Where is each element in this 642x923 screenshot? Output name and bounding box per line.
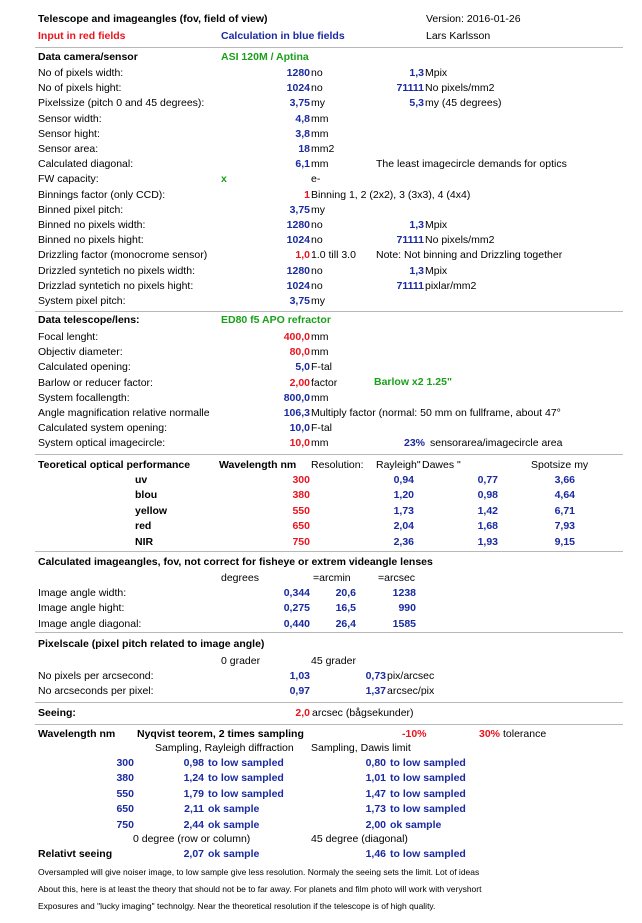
nyquist-sub-0-degree: 0 degree (row or column) [133,833,251,845]
nyquist-row-rayleigh-value: 2,11 [184,803,204,816]
optical-row-name: yellow [135,504,168,517]
nyquist-row-rayleigh-status: to low sampled [208,757,284,769]
telescope-row-label: Angle magnification relative normalle [38,407,210,419]
camera-row-label: FW capacity: [38,173,99,186]
optical-row-wavelength[interactable]: 380 [292,489,310,502]
camera-row-label: Binnings factor (only CCD): [38,188,166,201]
camera-row-unit: mm2 [311,143,335,155]
pixelscale-row-label: No pixels per arcsecond: [38,670,154,682]
camera-row-value: 3,75 [289,203,310,216]
camera-row-unit: no [311,264,323,277]
input-hint: Input in red fields [38,30,126,42]
camera-row-value: 1024 [286,234,310,247]
camera-row-secondary-unit: my (45 degrees) [425,97,502,110]
pixelscale-col-45: 45 grader [311,655,356,667]
telescope-row-unit: F-tal [311,422,332,435]
relative-seeing-label: Relativt seeing [38,848,113,860]
camera-row-unit: my [311,97,325,110]
camera-row-unit: no [311,67,323,79]
relative-seeing-value-45: 1,46 [365,848,386,860]
camera-row-unit: no [311,279,323,292]
telescope-row-unit: Multiply factor (normal: 50 mm on fullframe, about 47° [311,407,561,419]
telescope-row-label: Focal lenght: [38,331,99,343]
seeing-unit: arcsec (bågsekunder) [312,707,414,719]
camera-row-label: Drizzling factor (monocrome sensor) [38,249,208,262]
telescope-row-label: Objectiv diameter: [38,346,123,359]
imageangles-row-label: Image angle diagonal: [38,617,142,630]
imageangles-col-arcsec: =arcsec [378,572,416,584]
camera-row-label: Sensor hight: [38,127,100,140]
optical-row-spotsize: 3,66 [554,474,575,486]
camera-row-unit: my [311,295,325,307]
camera-row-value: x [221,173,227,186]
telescope-row-value: 106,3 [283,407,310,419]
camera-row-secondary-unit: Note: Not binning and Drizzling together [376,249,563,262]
note-line: About this, here is at least the theory that should not be to far away. For planets and film photo will work with veryshort [38,884,482,894]
camera-row-value: 3,75 [289,295,310,307]
camera-row-label: Drizzled syntetich no pixels width: [38,264,195,277]
nyquist-row-rayleigh-value: 1,24 [183,772,204,785]
nyquist-row-wavelength: 300 [116,757,134,769]
camera-row-value[interactable]: 1,0 [295,249,310,262]
camera-row-secondary-value: 71111 [396,234,424,247]
optical-row-wavelength[interactable]: 750 [292,535,310,548]
camera-row-value[interactable]: 1 [304,188,310,201]
camera-row-secondary-unit: Mpix [425,67,448,79]
telescope-row-unit: F-tal [311,361,332,374]
divider [35,454,623,455]
pixelscale-row-45-degree: 1,37 [365,685,386,698]
telescope-row-value[interactable]: 10,0 [289,437,310,450]
telescope-row-unit: mm [311,346,329,359]
telescope-row-label: Calculated system opening: [38,422,167,435]
nyquist-negative-tolerance[interactable]: -10% [402,728,427,740]
divider [35,551,623,552]
camera-row-secondary-unit: The least imagecircle demands for optics [376,158,567,171]
optical-section-title: Teoretical optical performance [38,459,191,471]
camera-row-label: Pixelssize (pitch 0 and 45 degrees): [38,97,205,110]
optical-row-rayleigh: 2,36 [393,535,414,548]
optical-row-wavelength[interactable]: 650 [292,520,310,533]
camera-row-unit: Binning 1, 2 (2x2), 3 (3x3), 4 (4x4) [311,188,471,201]
telescope-row-unit: mm [311,437,329,450]
camera-row-label: Binned no pixels width: [38,219,146,231]
camera-row-unit: mm [311,158,329,171]
telescope-row-label: System focallength: [38,391,130,404]
optical-row-dawes: 1,68 [477,520,498,533]
camera-row-label: Binned no pixels hight: [38,234,144,247]
nyquist-row-rayleigh-value: 0,98 [183,757,204,769]
camera-row-label: System pixel pitch: [38,295,126,307]
nyquist-col-wavelength: Wavelength nm [38,728,116,740]
optical-col-rayleigh: Rayleigh" [376,459,421,471]
relative-seeing-text-0: ok sample [208,848,260,860]
imageangles-row-label: Image angle width: [38,587,127,599]
nyquist-title: Nyqvist teorem, 2 times sampling [137,728,304,740]
optical-row-spotsize: 7,93 [554,520,575,533]
telescope-row-value[interactable]: 80,0 [289,346,310,359]
nyquist-row-dawes-value: 1,01 [365,772,386,785]
pixelscale-row-unit: pix/arcsec [387,670,435,682]
camera-row-unit: no [311,219,323,231]
nyquist-tolerance-label: tolerance [503,728,547,740]
optical-row-spotsize: 6,71 [554,504,575,517]
optical-col-resolution: Resolution: [311,459,364,471]
camera-row-value: 1024 [286,82,310,95]
relative-seeing-value-0: 2,07 [183,848,204,860]
camera-row-value: 4,8 [295,112,310,125]
camera-row-secondary-value: 1,3 [409,67,424,79]
camera-row-unit: no [311,82,323,95]
camera-row-unit: 1.0 till 3.0 [311,249,356,262]
version-label: Version: 2016-01-26 [426,13,521,25]
nyquist-row-rayleigh-value: 1,79 [183,787,204,800]
nyquist-row-dawes-value: 0,80 [365,757,386,769]
nyquist-row-rayleigh-value: 2,44 [183,818,204,831]
camera-row-label: Sensor width: [38,112,102,125]
nyquist-sub-rayleigh: Sampling, Rayleigh diffraction [155,742,294,754]
imageangles-row-arcmin: 16,5 [335,602,356,615]
camera-row-secondary-value: 1,3 [409,219,424,231]
nyquist-row-dawes-status: to low sampled [390,787,466,800]
imageangles-row-arcsec: 1585 [392,617,416,630]
camera-row-value: 1280 [286,219,310,231]
nyquist-sub-45-degree: 45 degree (diagonal) [311,833,408,845]
imageangles-row-arcmin: 26,4 [335,617,356,630]
telescope-model: ED80 f5 APO refractor [221,314,331,326]
imageangles-row-arcsec: 1238 [392,587,416,599]
imageangles-row-degrees: 0,440 [283,617,310,630]
author-label: Lars Karlsson [426,30,491,42]
telescope-row-value: 5,0 [295,361,310,374]
camera-row-value: 3,8 [295,127,310,140]
imageangles-row-degrees: 0,275 [283,602,310,615]
telescope-row-unit: mm [311,391,329,404]
optical-row-name: uv [135,474,148,486]
nyquist-row-rayleigh-status: ok sample [208,803,260,816]
nyquist-row-dawes-status: to low sampled [390,772,466,785]
camera-row-value: 1024 [286,279,310,292]
imageangles-col-degrees: degrees [221,572,259,584]
camera-model: ASI 120M / Aptina [221,51,309,63]
area-label: sensorarea/imagecircle area [430,437,563,449]
camera-row-label: Sensor area: [38,143,99,155]
optical-row-name: blou [135,489,158,502]
pixelscale-section-title: Pixelscale (pixel pitch related to image angle) [38,638,265,650]
optical-row-name: NIR [135,535,154,548]
camera-row-secondary-value: 1,3 [409,264,424,277]
divider [35,311,623,312]
camera-row-label: Binned pixel pitch: [38,203,124,216]
telescope-row-value[interactable]: 400,0 [283,331,310,343]
divider [35,47,623,48]
optical-row-wavelength[interactable]: 550 [292,504,310,517]
imageangles-row-arcsec: 990 [398,602,416,615]
camera-row-secondary-unit: No pixels/mm2 [425,82,495,95]
note-line: Exposures and "lucky imaging" technolgy. Near the theoretical resolution if the telescope is of high quality. [38,901,436,911]
camera-row-secondary-value: 5,3 [409,97,424,110]
telescope-row-unit: mm [311,331,329,343]
optical-col-wavelength: Wavelength nm [219,459,297,471]
telescope-row-unit: factor [311,376,338,389]
nyquist-sub-dawes: Sampling, Dawis limit [311,742,411,754]
pixelscale-row-0-degree: 1,03 [289,670,310,682]
camera-row-label: Calculated diagonal: [38,158,134,171]
optical-row-spotsize: 4,64 [554,489,575,502]
camera-row-value: 1280 [286,67,310,79]
optical-row-dawes: 0,77 [477,474,498,486]
telescope-row-label: Barlow or reducer factor: [38,376,153,389]
page-title: Telescope and imageangles (fov, field of view) [38,13,268,25]
relative-seeing-text-45: to low sampled [390,848,466,860]
nyquist-row-dawes-status: to low sampled [390,757,466,769]
note-line: Oversampled will give noiser image, to low sample give less resolution. Normaly the seeing sets the limit. Lot of ideas [38,867,480,877]
optical-col-dawes: Dawes " [422,459,461,471]
camera-row-unit: mm [311,112,329,125]
area-percent: 23% [404,437,426,449]
telescope-row-value[interactable]: 2,00 [289,376,310,389]
camera-row-unit: e- [311,173,321,186]
camera-row-secondary-value: 71111 [396,279,424,292]
seeing-value[interactable]: 2,0 [295,707,310,719]
telescope-row-label: System optical imagecircle: [38,437,166,450]
telescope-row-label: Calculated opening: [38,361,131,374]
optical-row-dawes: 1,93 [477,535,498,548]
nyquist-row-dawes-value: 1,47 [365,787,386,800]
imageangles-section-title: Calculated imageangles, fov, not correct for fisheye or extrem videangle lenses [38,556,433,568]
nyquist-row-wavelength: 750 [116,818,134,831]
telescope-row-value: 10,0 [289,422,310,435]
optical-row-name: red [135,520,152,533]
optical-row-rayleigh: 0,94 [393,474,414,486]
pixelscale-row-45-degree: 0,73 [365,670,386,682]
telescope-row-value: 800,0 [283,391,310,404]
camera-row-secondary-unit: No pixels/mm2 [425,234,495,247]
camera-row-label: Drizzlad syntetich no pixels hight: [38,279,194,292]
camera-row-label: No of pixels width: [38,67,124,79]
pixelscale-row-0-degree: 0,97 [289,685,310,698]
camera-row-secondary-unit: Mpix [425,264,448,277]
nyquist-row-rayleigh-status: to low sampled [208,772,284,785]
nyquist-positive-tolerance[interactable]: 30% [479,728,501,740]
nyquist-row-rayleigh-status: to low sampled [208,787,284,800]
camera-section-title: Data camera/sensor [38,51,138,63]
optical-row-dawes: 0,98 [477,489,498,502]
camera-row-value: 18 [298,143,310,155]
optical-col-spotsize: Spotsize my [531,459,589,471]
divider [35,632,623,633]
nyquist-row-wavelength: 380 [116,772,134,785]
camera-row-secondary-value: 71111 [396,82,424,95]
nyquist-row-dawes-value: 2,00 [365,818,386,831]
imageangles-row-degrees: 0,344 [283,587,310,599]
camera-row-value: 3,75 [289,97,310,110]
calc-hint: Calculation in blue fields [221,30,345,42]
barlow-note: Barlow x2 1.25" [374,376,452,388]
camera-row-secondary-unit: Mpix [425,219,448,231]
nyquist-row-dawes-status: to low sampled [390,803,466,816]
camera-row-unit: mm [311,127,329,140]
telescope-section-title: Data telescope/lens: [38,314,140,326]
nyquist-row-dawes-status: ok sample [390,818,442,831]
optical-row-rayleigh: 1,73 [393,504,414,517]
nyquist-row-wavelength: 550 [116,787,134,800]
nyquist-row-rayleigh-status: ok sample [208,818,260,831]
imageangles-row-arcmin: 20,6 [335,587,356,599]
camera-row-label: No of pixels hight: [38,82,122,95]
imageangles-row-label: Image angle hight: [38,602,125,615]
divider [35,702,623,703]
nyquist-row-dawes-value: 1,73 [365,803,386,816]
pixelscale-row-label: No arcseconds per pixel: [38,685,154,698]
pixelscale-col-0: 0 grader [221,655,261,667]
divider [35,724,623,725]
nyquist-row-wavelength: 650 [116,803,134,816]
optical-row-spotsize: 9,15 [554,535,575,548]
camera-row-value: 1280 [286,264,310,277]
camera-row-value: 6,1 [295,158,310,171]
optical-row-rayleigh: 1,20 [393,489,414,502]
camera-row-unit: no [311,234,323,247]
seeing-label: Seeing: [38,707,76,719]
optical-row-rayleigh: 2,04 [393,520,414,533]
optical-row-wavelength[interactable]: 300 [292,474,310,486]
optical-row-dawes: 1,42 [477,504,498,517]
camera-row-secondary-unit: pixlar/mm2 [425,279,477,292]
pixelscale-row-unit: arcsec/pix [387,685,435,698]
camera-row-unit: my [311,203,325,216]
imageangles-col-arcmin: =arcmin [313,572,351,584]
